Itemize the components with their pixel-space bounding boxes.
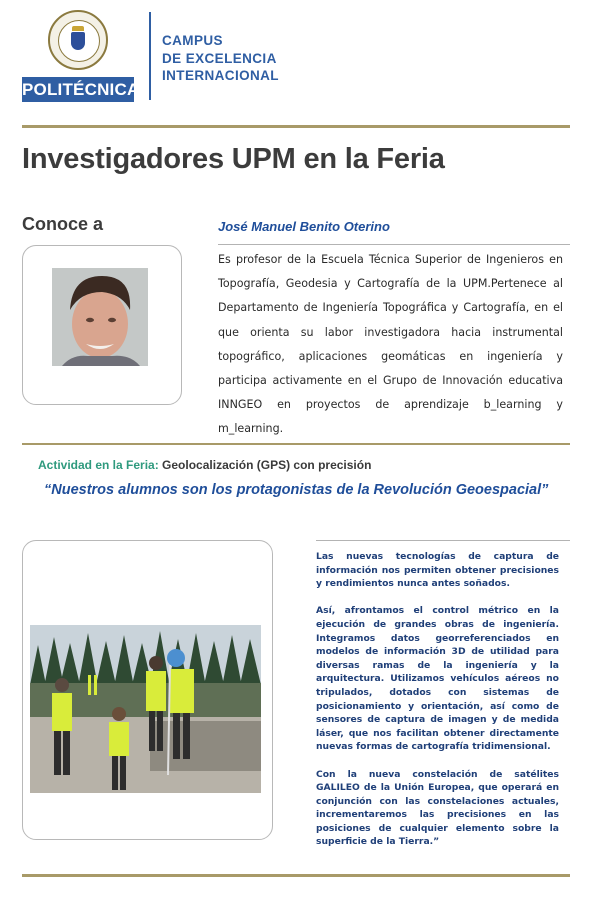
seal-shield-icon [71, 32, 85, 50]
researcher-name: José Manuel Benito Oterino [218, 219, 390, 234]
description-paragraph-3: Con la nueva constelación de satélites GALILEO de la Unión Europea, que operará en conjunción con las constelaciones actuales, incrementaremos las precisiones en las posiciones de cualquier elemento sobre la superficie de la Tierra.” [316, 768, 559, 848]
page-title: Investigadores UPM en la Feria [22, 143, 445, 175]
bottom-gold-rule [22, 874, 570, 877]
middle-gold-rule [22, 443, 570, 445]
field-work-illustration [30, 625, 261, 793]
profile-heading: Conoce a [22, 214, 104, 234]
activity-quote: “Nuestros alumnos son los protagonistas de la Revolución Geoespacial” [44, 482, 549, 498]
field-work-photo [30, 625, 261, 793]
activity-line [38, 458, 371, 472]
campus-line-2: DE EXCELENCIA [162, 50, 277, 66]
description-top-rule [316, 540, 570, 541]
activity-value: Geolocalización (GPS) con precisión [162, 458, 372, 472]
researcher-portrait [52, 268, 148, 366]
campus-line-1: CAMPUS [162, 33, 223, 48]
university-name-bar: POLITÉCNICA [22, 77, 134, 102]
campus-line-3: INTERNACIONAL [162, 68, 279, 83]
description-paragraph-2: Así, afrontamos el control métrico en la ejecución de grandes obras de ingeniería. Integramos datos georreferenciados en modelos de información 3D de utilidad para diversas ramas de la ingeniería y la arquitectura. Utilizamos vehículos aéreos no tripulados, dotados con sistemas de posicionamiento y orientación, así como de sensores de captura de imagen y de medida láser, que nos facilitan obtener directamente nuevas formas de cartografía tridimensional. [316, 605, 559, 753]
top-gold-rule [22, 125, 570, 128]
name-underline [218, 244, 570, 245]
activity-description [316, 550, 559, 863]
header-divider [149, 12, 151, 100]
description-paragraph-1: Las nuevas tecnologías de captura de información nos permiten obtener precisiones y rendimientos nunca antes soñados. [316, 551, 559, 590]
portrait-illustration [52, 268, 148, 366]
campus-excelencia-label [162, 32, 279, 85]
activity-label: Actividad en la Feria: [38, 458, 159, 472]
university-seal-logo [48, 10, 108, 70]
researcher-bio: Es profesor de la Escuela Técnica Superior de Ingenieros en Topografía, Geodesia y Cartografía de la UPM.Pertenece al Departamento de Ingeniería Topográfica y Cartografía, en el que orienta su labor investigadora hacia instrumental topográfico, aplicaciones geomáticas en ingeniería y participa activamente en el Grupo de Innovación educativa INNGEO en proyectos de aprendizaje b_learning y m_learning. [218, 253, 563, 436]
seal-crown-icon [72, 26, 84, 31]
